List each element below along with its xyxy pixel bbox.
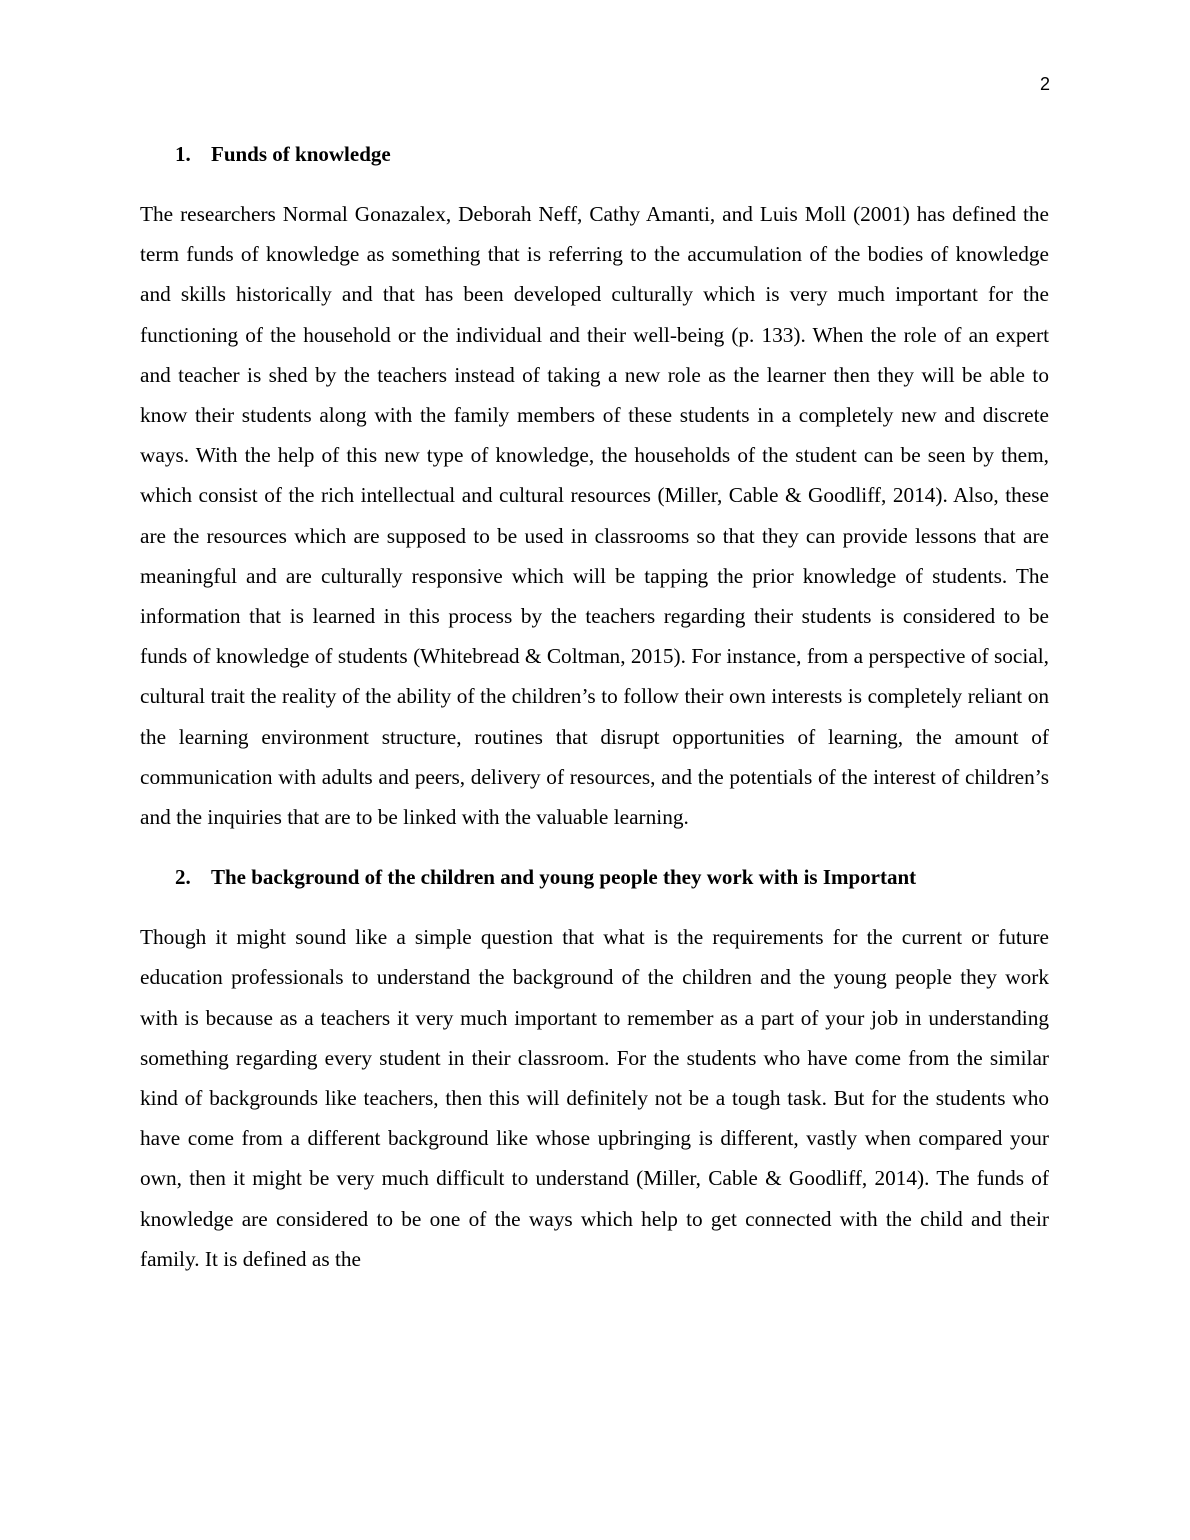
section-paragraph-funds-of-knowledge: The researchers Normal Gonazalex, Deborah Neff, Cathy Amanti, and Luis Moll (2001) has defined the term funds of knowledge as something that is referring to the accumulation of the bodies of knowledge and skills historically and that has been developed culturally which is very much important for the functioning of the household or the individual and their well-being (p. 133). When the role of an expert and teacher is shed by the teachers instead of taking a new role as the learner then they will be able to know their students along with the family members of these students in a completely new and discrete ways. With the help of this new type of knowledge, the households of the student can be seen by them, which consist of the rich intellectual and cultural resources (Miller, Cable & Goodliff, 2014). Also, these are the resources which are supposed to be used in classrooms so that they can provide lessons that are meaningful and are culturally responsive which will be tapping the prior knowledge of students. The information that is learned in this process by the teachers regarding their students is considered to be funds of knowledge of students (Whitebread & Coltman, 2015). For instance, from a perspective of social, cultural trait the reality of the ability of the children’s to follow their own interests is completely reliant on the learning environment structure, routines that disrupt opportunities of learning, the amount of communication with adults and peers, delivery of resources, and the potentials of the interest of children’s and the inquiries that are to be linked with the valuable learning.: [140, 202, 1049, 830]
section-title: Funds of knowledge: [211, 142, 391, 166]
page-number: 2: [1039, 74, 1050, 94]
section-paragraph-background-important: Though it might sound like a simple question that what is the requirements for the current or future education professionals to understand the background of the children and the young people they work with is because as a teachers it very much important to remember as a part of your job in understanding something regarding every student in their classroom. For the students who have come from the similar kind of backgrounds like teachers, then this will definitely not be a tough task. But for the students who have come from a different background like whose upbringing is different, vastly when compared your own, then it might be very much difficult to understand (Miller, Cable & Goodliff, 2014). The funds of knowledge are considered to be one of the ways which help to get connected with the child and their family. It is defined as the: [140, 925, 1049, 1271]
section-number: 1.: [175, 142, 191, 166]
section-title: The background of the children and young people they work with is Important: [211, 865, 917, 890]
section-number: 2.: [175, 865, 191, 890]
section-heading-background-important: [140, 857, 1049, 897]
section-heading-funds-of-knowledge: [140, 134, 1049, 174]
document-body: [140, 134, 1049, 1299]
